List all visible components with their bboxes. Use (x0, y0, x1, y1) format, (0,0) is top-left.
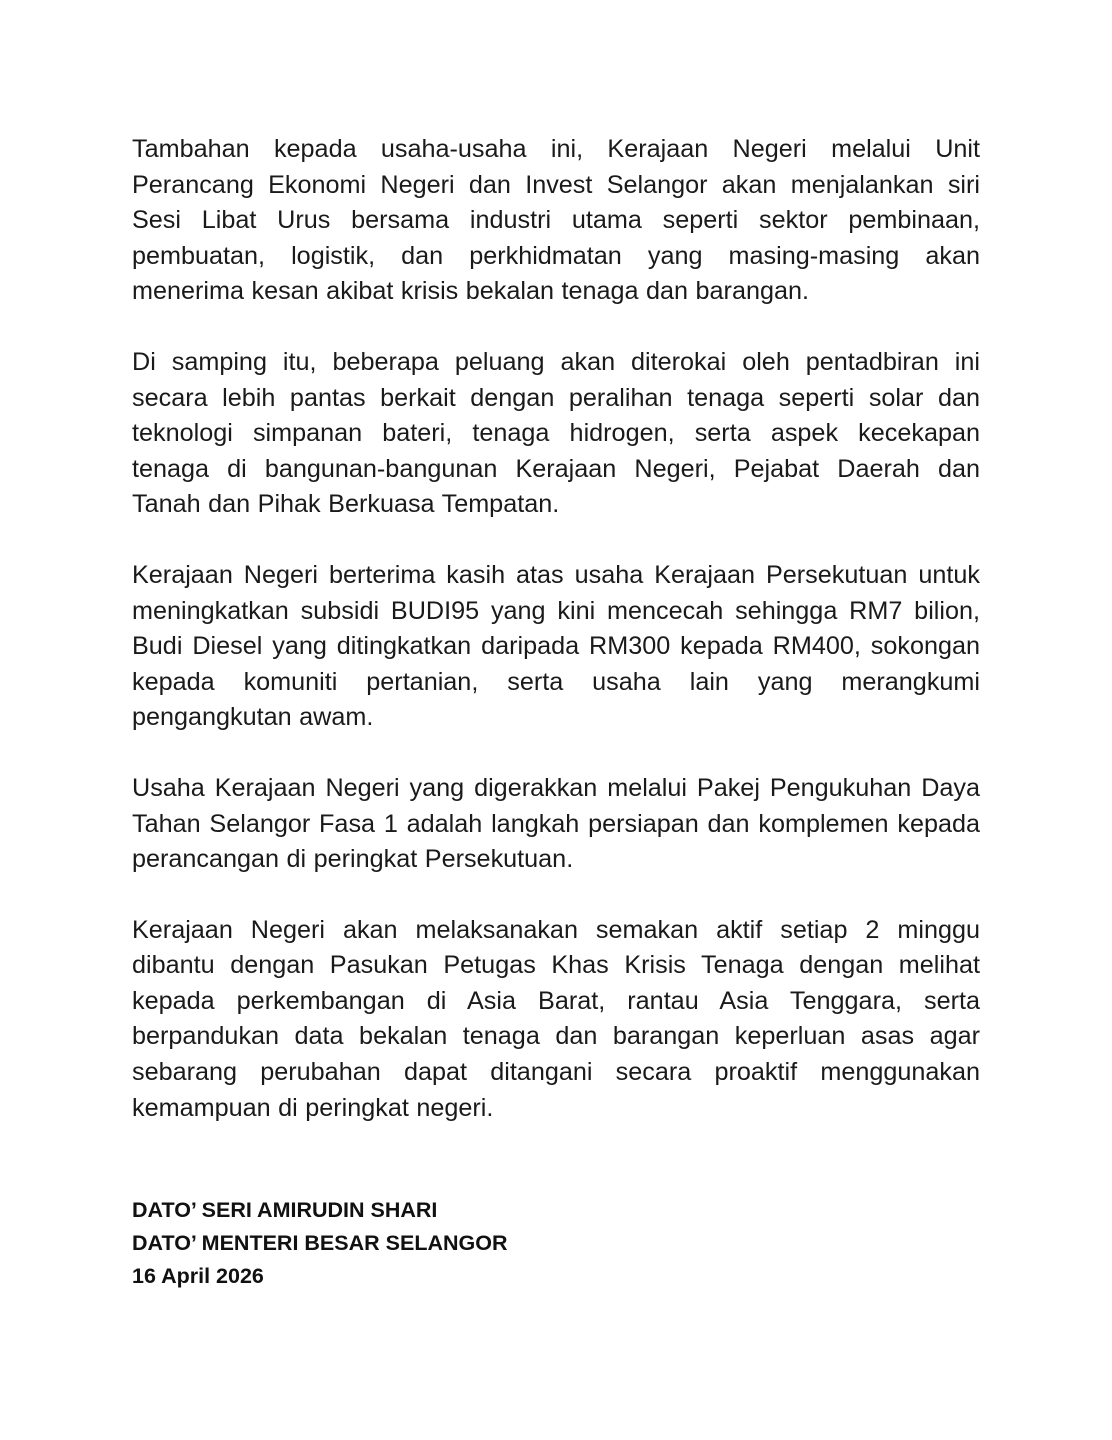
signatory-title: DATO’ MENTERI BESAR SELANGOR (132, 1231, 508, 1255)
paragraph-line: meningkatkan subsidi BUDI95 yang kini mencecah sehingga RM7 bilion, (132, 596, 980, 625)
paragraph-line: menerima kesan akibat krisis bekalan tenaga dan barangan. (132, 277, 809, 306)
paragraph-line: teknologi simpanan bateri, tenaga hidrogen, serta aspek kecekapan (132, 419, 980, 448)
paragraph-line: pengangkutan awam. (132, 703, 374, 732)
paragraph-line: perancangan di peringkat Persekutuan. (132, 845, 574, 874)
paragraph-line: Tanah dan Pihak Berkuasa Tempatan. (132, 490, 560, 519)
paragraph-line: Kerajaan Negeri berterima kasih atas usaha Kerajaan Persekutuan untuk (132, 560, 980, 589)
paragraph-1 (132, 132, 980, 310)
document-body (132, 132, 980, 1126)
paragraph-line: kemampuan di peringkat negeri. (132, 1093, 494, 1122)
paragraph-line: Di samping itu, beberapa peluang akan diterokai oleh pentadbiran ini (132, 347, 980, 376)
paragraph-line: Tahan Selangor Fasa 1 adalah langkah persiapan dan komplemen kepada (132, 809, 980, 838)
paragraph-line: sebarang perubahan dapat ditangani secara proaktif menggunakan (132, 1058, 980, 1087)
paragraph-line: Perancang Ekonomi Negeri dan Invest Selangor akan menjalankan siri (132, 170, 980, 199)
paragraph-4 (132, 771, 980, 878)
paragraph-2 (132, 345, 980, 523)
signature-block (132, 1194, 507, 1293)
paragraph-line: tenaga di bangunan-bangunan Kerajaan Negeri, Pejabat Daerah dan (132, 454, 980, 483)
document-date: 16 April 2026 (132, 1264, 264, 1288)
paragraph-line: berpandukan data bekalan tenaga dan barangan keperluan asas agar (132, 1022, 980, 1051)
paragraph-line: Sesi Libat Urus bersama industri utama seperti sektor pembinaan, (132, 206, 980, 235)
paragraph-line: Kerajaan Negeri akan melaksanakan semakan aktif setiap 2 minggu (132, 915, 980, 944)
paragraph-line: Tambahan kepada usaha-usaha ini, Kerajaan Negeri melalui Unit (132, 135, 980, 163)
paragraph-line: secara lebih pantas berkait dengan peralihan tenaga seperti solar dan (132, 383, 980, 412)
paragraph-line: pembuatan, logistik, dan perkhidmatan yang masing-masing akan (132, 241, 980, 270)
paragraph-line: kepada komuniti pertanian, serta usaha lain yang merangkumi (132, 667, 980, 696)
paragraph-line: kepada perkembangan di Asia Barat, rantau Asia Tenggara, serta (132, 986, 980, 1015)
paragraph-line: dibantu dengan Pasukan Petugas Khas Krisis Tenaga dengan melihat (132, 951, 980, 980)
signatory-name: DATO’ SERI AMIRUDIN SHARI (132, 1198, 438, 1222)
paragraph-5 (132, 913, 980, 1127)
paragraph-line: Budi Diesel yang ditingkatkan daripada RM300 kepada RM400, sokongan (132, 632, 980, 661)
paragraph-3 (132, 558, 980, 736)
paragraph-line: Usaha Kerajaan Negeri yang digerakkan melalui Pakej Pengukuhan Daya (132, 773, 980, 802)
